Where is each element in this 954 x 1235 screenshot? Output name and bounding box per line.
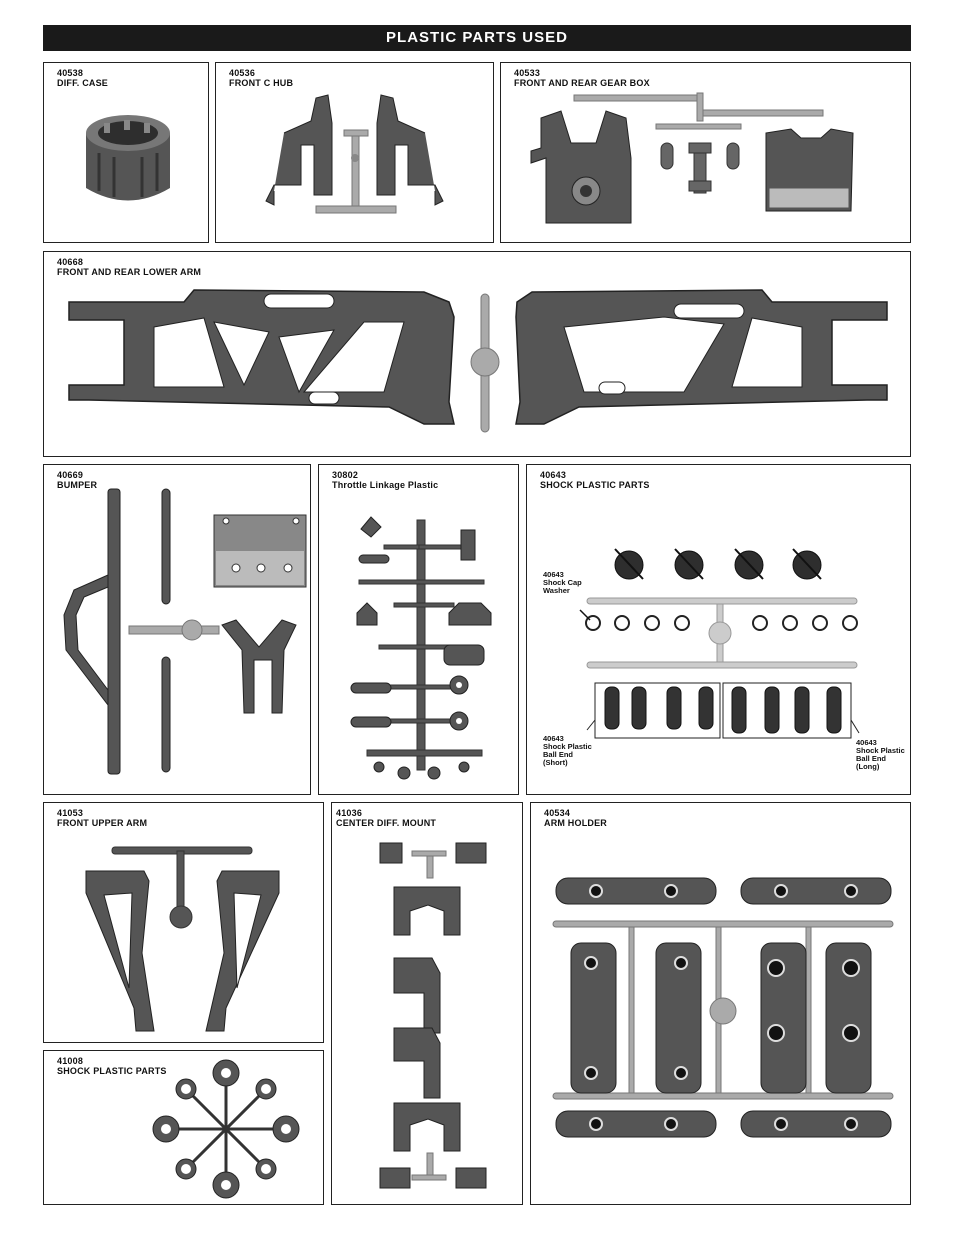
- part-name: SHOCK PLASTIC PARTS: [540, 480, 650, 490]
- panel-front-upper-arm: [43, 802, 324, 1043]
- part-code: 40668: [57, 257, 84, 267]
- note-line2: Ball End: [543, 750, 574, 759]
- throttle-drawing: [319, 465, 519, 795]
- note-line1: Shock Plastic: [856, 746, 905, 755]
- diff-case-drawing: [44, 63, 209, 243]
- panel-throttle-linkage: [318, 464, 519, 795]
- part-code: 41008: [57, 1056, 84, 1066]
- note-line2: Ball End: [856, 754, 887, 763]
- part-code: 40533: [514, 68, 541, 78]
- c-hub-drawing: [216, 63, 494, 243]
- lower-arm-drawing: [44, 252, 911, 457]
- panel-lower-arm: [43, 251, 911, 457]
- part-code: 30802: [332, 470, 359, 480]
- part-name: ARM HOLDER: [544, 818, 607, 828]
- panel-diff-case: [43, 62, 209, 243]
- panel-shock-plastic-parts: [526, 464, 911, 795]
- panel-front-c-hub: [215, 62, 494, 243]
- part-code: 40669: [57, 470, 84, 480]
- shock-plastic-drawing: [527, 465, 911, 795]
- note-line1: Shock Plastic: [543, 742, 592, 751]
- panel-gear-box: [500, 62, 911, 243]
- bumper-drawing: [44, 465, 311, 795]
- panel-bumper: [43, 464, 311, 795]
- part-code: 40643: [540, 470, 567, 480]
- panel-shock-parts-41008: [43, 1050, 324, 1205]
- part-name: CENTER DIFF. MOUNT: [336, 818, 437, 828]
- shock-parts-drawing: [44, 1051, 324, 1205]
- arm-holder-drawing: [531, 803, 911, 1205]
- part-name: FRONT C HUB: [229, 78, 294, 88]
- page-title: PLASTIC PARTS USED: [43, 25, 911, 51]
- part-name: DIFF. CASE: [57, 78, 109, 88]
- upper-arm-drawing: [44, 803, 324, 1043]
- note-code: 40643: [543, 570, 564, 579]
- part-name: Throttle Linkage Plastic: [332, 480, 439, 490]
- note-code: 40643: [543, 734, 564, 743]
- part-code: 41036: [336, 808, 363, 818]
- note-line2: Washer: [543, 586, 570, 595]
- center-diff-drawing: [332, 803, 523, 1205]
- part-code: 41053: [57, 808, 84, 818]
- panel-center-diff-mount: [331, 802, 523, 1205]
- part-name: FRONT UPPER ARM: [57, 818, 148, 828]
- note-line3: (Long): [856, 762, 880, 771]
- part-name: SHOCK PLASTIC PARTS: [57, 1066, 167, 1076]
- part-code: 40538: [57, 68, 84, 78]
- part-name: FRONT AND REAR LOWER ARM: [57, 267, 202, 277]
- panel-arm-holder: [530, 802, 911, 1205]
- part-name: FRONT AND REAR GEAR BOX: [514, 78, 650, 88]
- gear-box-drawing: [501, 63, 911, 243]
- part-name: BUMPER: [57, 480, 98, 490]
- part-code: 40536: [229, 68, 256, 78]
- note-code: 40643: [856, 738, 877, 747]
- note-line3: (Short): [543, 758, 568, 767]
- part-code: 40534: [544, 808, 571, 818]
- note-line1: Shock Cap: [543, 578, 582, 587]
